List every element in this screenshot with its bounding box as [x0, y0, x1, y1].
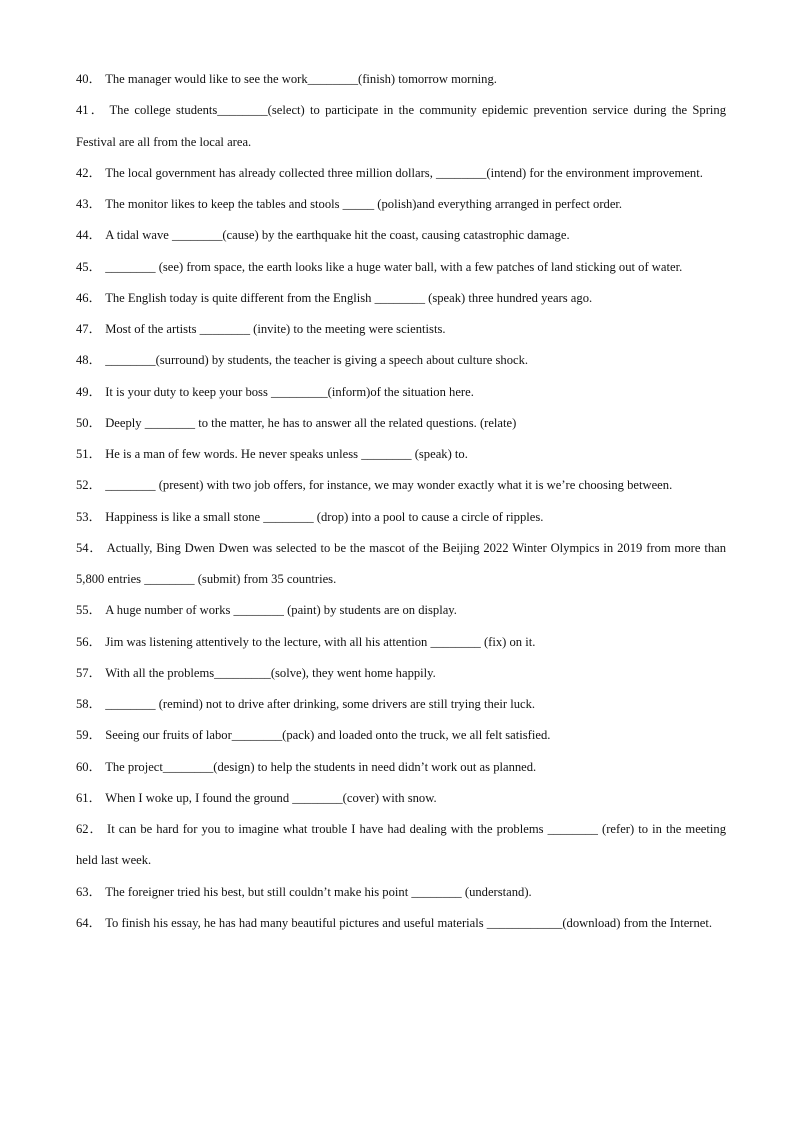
question-text: The English today is quite different from the English ________ (speak) three hundred years ago.: [105, 290, 593, 305]
question-text: Deeply ________ to the matter, he has to answer all the related questions. (relate): [105, 415, 517, 430]
question-text: The manager would like to see the work________(finish) tomorrow morning.: [105, 72, 497, 86]
question-text: A huge number of works ________ (paint) by students are on display.: [105, 603, 457, 618]
question-text: It is your duty to keep your boss _________(inform)of the situation here.: [105, 384, 474, 399]
question-number: 44．: [76, 228, 102, 243]
question-text: Seeing our fruits of labor________(pack) and loaded onto the truck, we all felt satisfied.: [105, 728, 551, 743]
question-number: 60．: [76, 759, 102, 774]
question-text: The foreigner tried his best, but still couldn’t make his point ________ (understand).: [105, 884, 532, 899]
question-40: [76, 64, 726, 95]
question-number: 48．: [76, 353, 102, 368]
question-51: [76, 439, 726, 470]
question-text: ________(surround) by students, the teacher is giving a speech about culture shock.: [105, 353, 529, 368]
question-text: ________ (see) from space, the earth looks like a huge water ball, with a few patches of land sticking out of water.: [105, 259, 683, 274]
question-46: [76, 283, 726, 314]
question-text: The local government has already collected three million dollars, ________(intend) for the environment improvement.: [105, 165, 703, 180]
question-text: The college students________(select) to participate in the community epidemic prevention service during the Spring Festival are all from the local area.: [76, 103, 726, 149]
question-number: 49．: [76, 384, 102, 399]
question-49: [76, 377, 726, 408]
question-number: 56．: [76, 634, 102, 649]
question-44: [76, 220, 726, 251]
question-number: 51．: [76, 447, 102, 461]
exercise-page: [76, 64, 726, 939]
question-text: The project________(design) to help the students in need didn’t work out as planned.: [105, 759, 537, 774]
question-41: [76, 95, 726, 158]
question-text: ________ (present) with two job offers, for instance, we may wonder exactly what it is we’re choosing between.: [105, 478, 673, 493]
question-58: [76, 689, 726, 720]
question-text: Happiness is like a small stone ________ (drop) into a pool to cause a circle of ripples.: [105, 509, 544, 524]
question-text: ________ (remind) not to drive after drinking, some drivers are still trying their luck.: [105, 697, 536, 711]
question-64: [76, 908, 726, 939]
question-number: 41．: [76, 103, 106, 118]
question-number: 59．: [76, 728, 102, 743]
question-60: [76, 752, 726, 783]
question-56: [76, 627, 726, 658]
question-43: [76, 189, 726, 220]
question-number: 40．: [76, 72, 102, 86]
question-text: Jim was listening attentively to the lecture, with all his attention ________ (fix) on it.: [105, 634, 536, 649]
question-number: 47．: [76, 322, 102, 336]
question-number: 63．: [76, 884, 102, 899]
question-number: 50．: [76, 415, 102, 430]
question-63: [76, 877, 726, 908]
question-text: When I woke up, I found the ground ________(cover) with snow.: [105, 790, 437, 805]
question-number: 46．: [76, 290, 102, 305]
question-50: [76, 408, 726, 439]
question-62: [76, 814, 726, 877]
question-52: [76, 470, 726, 501]
question-55: [76, 595, 726, 626]
question-number: 61．: [76, 790, 102, 805]
question-45: [76, 252, 726, 283]
question-48: [76, 345, 726, 376]
question-number: 43．: [76, 197, 102, 211]
question-number: 62．: [76, 822, 104, 836]
question-59: [76, 720, 726, 751]
question-number: 54．: [76, 540, 103, 555]
question-text: Actually, Bing Dwen Dwen was selected to be the mascot of the Beijing 2022 Winter Olympics in 2019 from more than 5,800 entries ________ (submit) from 35 countries.: [76, 540, 727, 586]
question-text: He is a man of few words. He never speaks unless ________ (speak) to.: [105, 447, 468, 461]
question-text: A tidal wave ________(cause) by the earthquake hit the coast, causing catastrophic damage.: [105, 228, 570, 243]
question-42: [76, 158, 726, 189]
question-number: 52．: [76, 478, 102, 493]
question-text: With all the problems_________(solve), they went home happily.: [105, 665, 436, 680]
question-number: 53．: [76, 509, 102, 524]
question-number: 57．: [76, 665, 102, 680]
question-47: [76, 314, 726, 345]
question-number: 45．: [76, 259, 102, 274]
question-number: 58．: [76, 697, 102, 711]
question-57: [76, 658, 726, 689]
question-53: [76, 502, 726, 533]
question-61: [76, 783, 726, 814]
question-text: It can be hard for you to imagine what trouble I have had dealing with the problems ________ (refer) to in the meeting held last week.: [76, 822, 726, 868]
question-number: 55．: [76, 603, 102, 618]
question-number: 64．: [76, 915, 102, 930]
question-number: 42．: [76, 165, 102, 180]
question-text: Most of the artists ________ (invite) to the meeting were scientists.: [105, 322, 446, 336]
question-54: [76, 533, 726, 596]
question-text: To finish his essay, he has had many beautiful pictures and useful materials ____________(download) from the Internet.: [105, 915, 713, 930]
question-text: The monitor likes to keep the tables and stools _____ (polish)and everything arranged in perfect order.: [105, 197, 623, 211]
